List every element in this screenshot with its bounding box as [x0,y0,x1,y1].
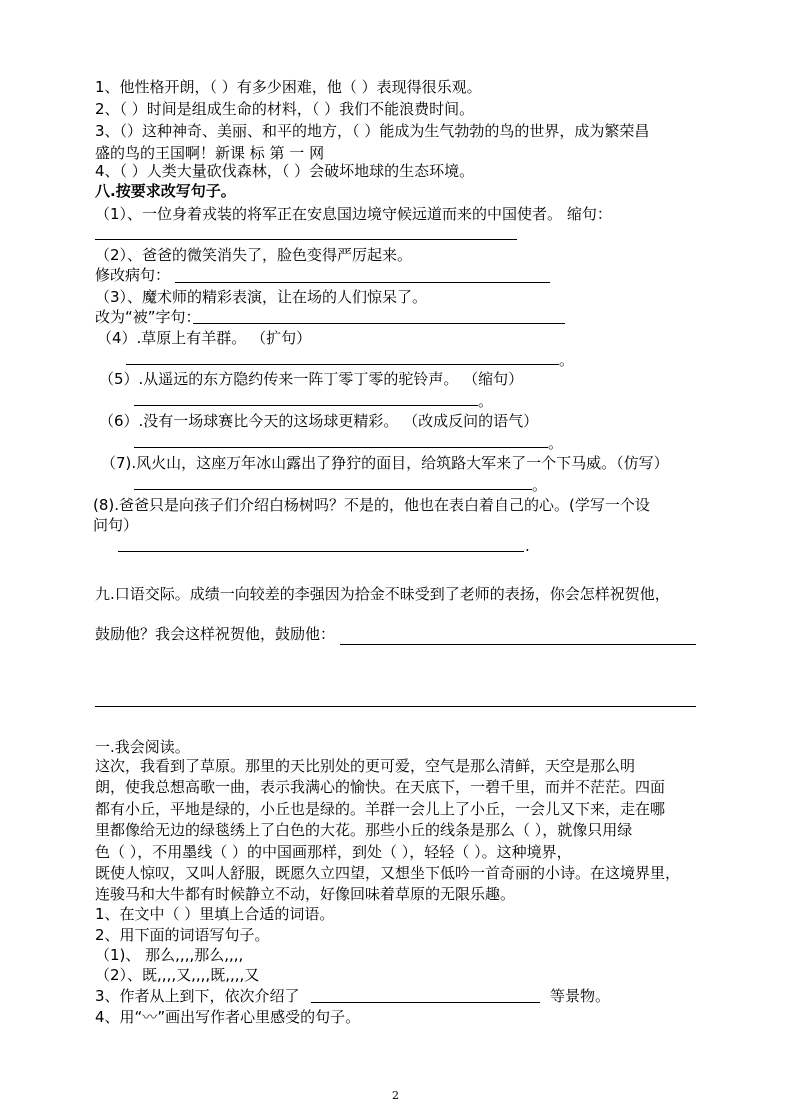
s8-s4: （4）.草原上有羊群。 （扩句） [97,329,312,347]
reading-p2: 朗，使我总想高歌一曲，表示我满心的愉快。在天底下，一碧千里，而并不茫茫。四面 [95,778,666,796]
s9-line2: 鼓励他？我会这样祝贺他，鼓励他： [95,625,336,643]
s8-s3: （3）、魔术师的精彩表演，让在场的人们惊呆了。 [95,288,428,306]
answer-line-s9a[interactable] [340,644,696,645]
s8-heading: 八.按要求改写句子。 [95,182,236,200]
s9-line1: 九.口语交际。成绩一向较差的李强因为拾金不昧受到了老师的表扬，你会怎样祝贺他， [95,585,670,603]
s8-s1: （1）、一位身着戎装的将军正在安息国边境守候远道而来的中国使者。 缩句： [95,205,612,223]
s8-s5-period: 。 [478,392,494,410]
s8-s7: （7).风火山，这座万年冰山露出了狰狞的面目，给筑路大军来了一个下马威。（仿写） [101,454,669,472]
reading-q4: 4、用“〰”画出写作者心里感受的句子。 [95,1008,361,1026]
answer-line-reading-q3[interactable] [311,1002,540,1003]
s8-s5: （5）.从遥远的东方隐约传来一阵丁零丁零的驼铃声。 （缩句） [99,370,524,388]
reading-q2a: （1)、 那么,,,,那么,,,, [95,946,244,964]
answer-line-s4[interactable] [126,364,559,365]
reading-p3: 都有小丘，平地是绿的，小丘也是绿的。羊群一会儿上了小丘，一会儿又下来，走在哪 [95,800,666,818]
reading-q3-suffix: 等景物。 [550,987,611,1005]
reading-heading: 一.我会阅读。 [95,738,190,756]
s8-s8-dot: . [525,537,530,555]
s8-s3-label: 改为“被”字句： [95,308,201,326]
reading-p1: 这次，我看到了草原。那里的天比别处的更可爱，空气是那么清鲜，天空是那么明 [95,757,636,775]
s8-s6: （6）.没有一场球赛比今天的这场球更精彩。 （改成反问的语气） [99,412,539,430]
reading-q3-prefix: 3、作者从上到下，依次介绍了 [95,987,300,1005]
reading-p4: 里都像给无边的绿毯绣上了白色的大花。那些小丘的线条是那么（ ），就像只用绿 [95,821,633,839]
answer-line-s2[interactable] [175,282,550,283]
s7-q4: 4、（ ）人类大量砍伐森林，（ ）会破坏地球的生态环境。 [95,162,475,180]
answer-line-s6[interactable] [134,447,548,448]
s8-s6-period: 。 [548,434,564,452]
s8-s2-label: 修改病句： [95,266,171,284]
s8-s8a: (8).爸爸只是向孩子们介绍白杨树吗？不是的，他也在表白着自己的心。(学写一个设 [93,496,650,514]
s8-s2: （2）、爸爸的微笑消失了，脸色变得严厉起来。 [95,246,413,264]
s7-q3b: 盛的鸟的王国啊！新课 标 第 一 网 [95,144,325,162]
s7-q1: 1、他性格开朗，（ ）有多少困难，他（ ）表现得很乐观。 [95,78,482,96]
answer-line-s8[interactable] [118,551,524,552]
answer-line-s7[interactable] [134,489,532,490]
answer-line-s1[interactable] [95,239,517,240]
reading-p7: 连骏马和大牛都有时候静立不动，好像回味着草原的无限乐趣。 [95,885,516,903]
s8-s4-period: 。 [559,351,575,369]
s7-q2: 2、（ ）时间是组成生命的材料，（ ）我们不能浪费时间。 [95,100,475,118]
reading-p5: 色（ ），不用墨线（ ）的中国画那样，到处（ ），轻轻（ ）。这种境界， [95,843,572,861]
reading-q2: 2、用下面的词语写句子。 [95,926,270,944]
page-number: 2 [392,1089,399,1102]
s8-s8b: 问句） [93,516,139,534]
s7-q3a: 3、（）这种神奇、美丽、和平的地方，（ ）能成为生气勃勃的鸟的世界，成为繁荣昌 [95,122,650,140]
answer-line-s5[interactable] [134,405,478,406]
reading-q1: 1、在文中（ ）里填上合适的词语。 [95,905,335,923]
answer-line-s9b[interactable] [95,706,696,707]
reading-q2b: （2）、既,,,,又,,,,既,,,,又 [95,966,260,984]
s8-s7-period: 。 [532,476,548,494]
reading-p6: 既使人惊叹，又叫人舒服，既愿久立四望，又想坐下低吟一首奇丽的小诗。在这境界里， [95,864,681,882]
answer-line-s3[interactable] [193,323,565,324]
